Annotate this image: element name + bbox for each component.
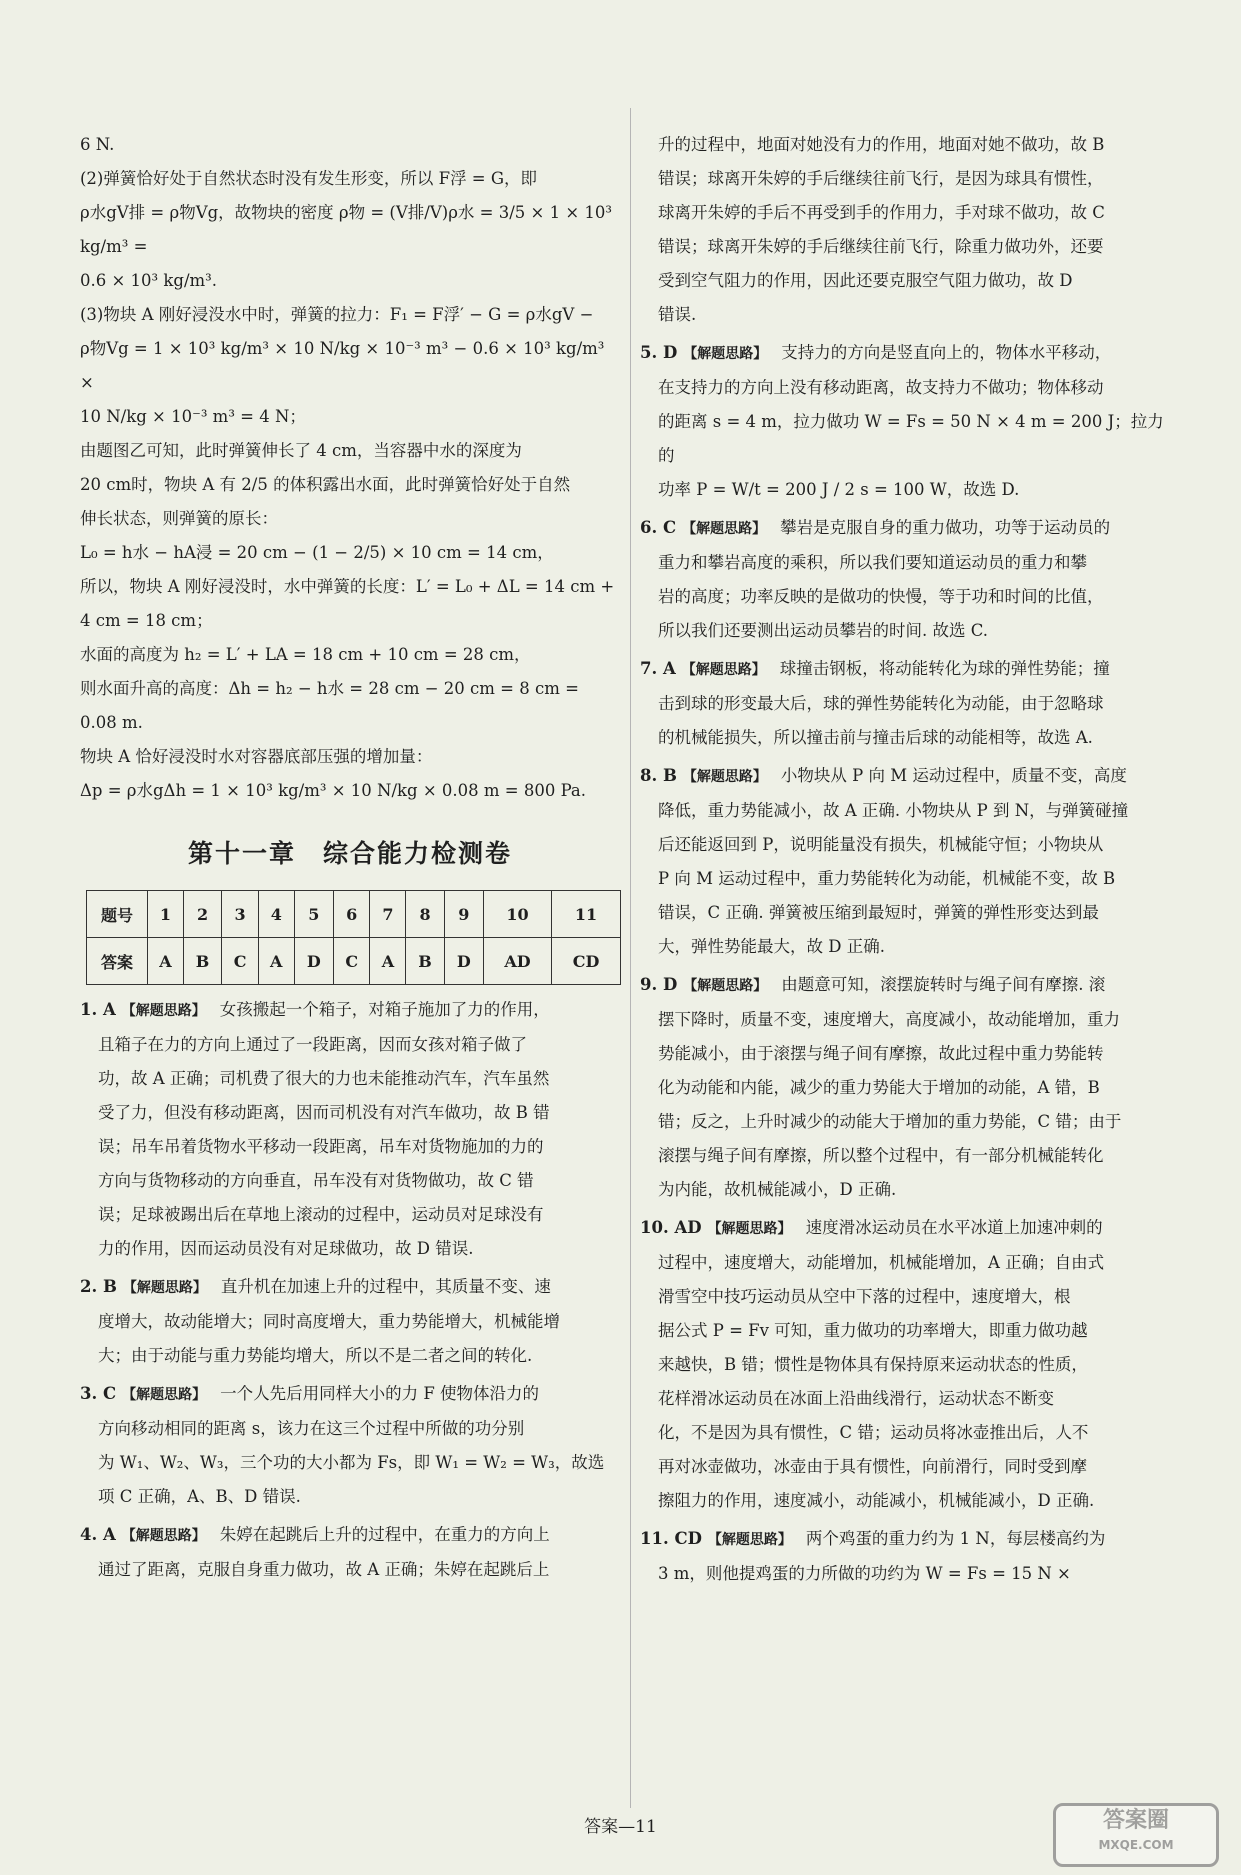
text-line: 为 W₁、W₂、W₃，三个功的大小都为 Fs，即 W₁ = W₂ = W₃，故选 xyxy=(98,1453,605,1472)
left-solutions xyxy=(80,993,620,1587)
table-cell: 9 xyxy=(444,891,483,938)
text-line: 项 C 正确，A、B、D 错误. xyxy=(98,1487,301,1506)
site-watermark-logo xyxy=(1053,1803,1219,1867)
table-cell: 11 xyxy=(552,891,621,938)
answer-table-row-numbers xyxy=(87,891,621,938)
solution-item xyxy=(80,1270,620,1373)
solution-text: 小物块从 P 向 M 运动过程中，质量不变，高度 xyxy=(780,766,1127,785)
text-line: 大；由于动能与重力势能均增大，所以不是二者之间的转化. xyxy=(98,1346,533,1365)
table-cell: 8 xyxy=(406,891,444,938)
question-answer-label: 11. CD xyxy=(640,1529,702,1548)
text-line: (3)物块 A 刚好浸没水中时，弹簧的拉力：F₁ = F浮′ − G = ρ水gV − xyxy=(80,305,594,324)
table-cell: 10 xyxy=(483,891,551,938)
column-divider xyxy=(630,108,631,1808)
watermark-url: MXQE.COM xyxy=(1098,1838,1174,1852)
question-answer-label: 5. D xyxy=(640,343,678,362)
text-line: 错误；球离开朱婷的手后继续往前飞行，是因为球具有惯性， xyxy=(658,169,1104,188)
text-line: 受到空气阻力的作用，因此还要克服空气阻力做功，故 D xyxy=(658,271,1073,290)
text-line: 为内能，故机械能减小，D 正确. xyxy=(658,1180,897,1199)
answer-table xyxy=(86,890,621,985)
right-solutions xyxy=(640,336,1165,1591)
right-column xyxy=(640,128,1165,1591)
text-line: P 向 M 运动过程中，重力势能转化为动能，机械能不变，故 B xyxy=(658,869,1116,888)
solution-tag: 【解题思路】 xyxy=(707,1532,792,1548)
text-line: 势能减小，由于滚摆与绳子间有摩擦，故此过程中重力势能转 xyxy=(658,1044,1104,1063)
table-cell: B xyxy=(183,938,221,985)
solution-first-line xyxy=(640,511,1165,546)
text-line: 功，故 A 正确；司机费了很大的力也未能推动汽车，汽车虽然 xyxy=(98,1069,550,1088)
solution-continuation xyxy=(80,128,620,808)
chapter-title: 第十一章 综合能力检测卷 xyxy=(187,839,512,868)
solution-text: 攀岩是克服自身的重力做功，功等于运动员的 xyxy=(780,518,1111,537)
solution-text: 速度滑冰运动员在水平冰道上加速冲刺的 xyxy=(805,1218,1103,1237)
solution-tag: 【解题思路】 xyxy=(122,1280,207,1296)
table-cell: AD xyxy=(483,938,551,985)
table-cell: 7 xyxy=(370,891,406,938)
row-head-answer: 答案 xyxy=(87,938,148,985)
text-line: 4 cm = 18 cm； xyxy=(80,611,213,630)
solution-text: 由题意可知，滚摆旋转时与绳子间有摩擦. 滚 xyxy=(781,975,1106,994)
text-line: 错误；球离开朱婷的手后继续往前飞行，除重力做功外，还要 xyxy=(658,237,1104,256)
table-cell: D xyxy=(294,938,333,985)
text-line: 所以，物块 A 刚好浸没时，水中弹簧的长度：L′ = L₀ + ΔL = 14 cm + xyxy=(80,577,615,596)
text-line: 方向移动相同的距离 s，该力在这三个过程中所做的功分别 xyxy=(98,1419,525,1438)
table-cell: D xyxy=(444,938,483,985)
solution-item xyxy=(640,968,1165,1207)
text-line: 通过了距离，克服自身重力做功，故 A 正确；朱婷在起跳后上 xyxy=(98,1560,550,1579)
solution-first-line xyxy=(640,968,1165,1003)
text-line: 击到球的形变最大后，球的弹性势能转化为动能，由于忽略球 xyxy=(658,694,1104,713)
table-cell: 4 xyxy=(258,891,294,938)
text-line: 且箱子在力的方向上通过了一段距离，因而女孩对箱子做了 xyxy=(98,1035,527,1054)
question-answer-label: 3. C xyxy=(80,1384,117,1403)
solution-item xyxy=(640,1211,1165,1518)
table-cell: C xyxy=(333,938,370,985)
solution-text: 一个人先后用同样大小的力 F 使物体沿力的 xyxy=(220,1384,540,1403)
text-line: 滚摆与绳子间有摩擦，所以整个过程中，有一部分机械能转化 xyxy=(658,1146,1104,1165)
text-line: Δp = ρ水gΔh = 1 × 10³ kg/m³ × 10 N/kg × 0.08 m = 800 Pa. xyxy=(80,781,587,800)
question-answer-label: 7. A xyxy=(640,659,676,678)
text-line: 0.6 × 10³ kg/m³. xyxy=(80,271,218,290)
solution-item xyxy=(80,1518,620,1587)
text-line: 擦阻力的作用，速度减小，动能减小，机械能减小，D 正确. xyxy=(658,1491,1095,1510)
solution-tag: 【解题思路】 xyxy=(681,662,766,678)
text-line: 方向与货物移动的方向垂直，吊车没有对货物做功，故 C 错 xyxy=(98,1171,534,1190)
text-line: 20 cm时，物块 A 有 2/5 的体积露出水面，此时弹簧恰好处于自然 xyxy=(80,475,571,494)
solution-tag: 【解题思路】 xyxy=(707,1221,792,1237)
text-line: 度增大，故动能增大；同时高度增大，重力势能增大，机械能增 xyxy=(98,1312,560,1331)
solution-text: 支持力的方向是竖直向上的，物体水平移动， xyxy=(781,343,1112,362)
solution-text: 球撞击钢板，将动能转化为球的弹性势能；撞 xyxy=(779,659,1110,678)
solution-text: 朱婷在起跳后上升的过程中，在重力的方向上 xyxy=(219,1525,550,1544)
text-line: 大，弹性势能最大，故 D 正确. xyxy=(658,937,885,956)
solution-item xyxy=(80,993,620,1266)
text-line: 球离开朱婷的手后不再受到手的作用力，手对球不做功，故 C xyxy=(658,203,1105,222)
table-cell: B xyxy=(406,938,444,985)
solution-first-line xyxy=(80,1377,620,1412)
text-line: 由题图乙可知，此时弹簧伸长了 4 cm，当容器中水的深度为 xyxy=(80,441,522,460)
text-line: 重力和攀岩高度的乘积，所以我们要知道运动员的重力和攀 xyxy=(658,553,1087,572)
text-line: 岩的高度；功率反映的是做功的快慢，等于功和时间的比值， xyxy=(658,587,1104,606)
text-line: 误；足球被踢出后在草地上滚动的过程中，运动员对足球没有 xyxy=(98,1205,544,1224)
question-answer-label: 2. B xyxy=(80,1277,117,1296)
text-line: 化，不是因为具有惯性，C 错；运动员将冰壶推出后，人不 xyxy=(658,1423,1089,1442)
table-cell: 2 xyxy=(183,891,221,938)
text-line: 错误，C 正确. 弹簧被压缩到最短时，弹簧的弹性形变达到最 xyxy=(658,903,1099,922)
solution-text: 直升机在加速上升的过程中，其质量不变、速 xyxy=(220,1277,551,1296)
left-column xyxy=(80,128,620,1587)
solution-first-line xyxy=(640,759,1165,794)
text-line: ρ物Vg = 1 × 10³ kg/m³ × 10 N/kg × 10⁻³ m³ − 0.6 × 10³ kg/m³ × xyxy=(80,339,610,392)
text-line: 花样滑冰运动员在冰面上沿曲线滑行，运动状态不断变 xyxy=(658,1389,1054,1408)
text-line: 伸长状态，则弹簧的原长： xyxy=(80,509,278,528)
question-answer-label: 6. C xyxy=(640,518,677,537)
text-line: 功率 P = W/t = 200 J / 2 s = 100 W，故选 D. xyxy=(658,480,1020,499)
text-line: 所以我们还要测出运动员攀岩的时间. 故选 C. xyxy=(658,621,989,640)
text-line: 错；反之，上升时减少的动能大于增加的重力势能，C 错；由于 xyxy=(658,1112,1122,1131)
page-footer: 答案—11 xyxy=(584,1817,657,1837)
text-line: 误；吊车吊着货物水平移动一段距离，吊车对货物施加的力的 xyxy=(98,1137,544,1156)
text-line: ρ水gV排 = ρ物Vg，故物块的密度 ρ物 = (V排/V)ρ水 = 3/5 × 1 × 10³ kg/m³ = xyxy=(80,203,618,256)
text-line: 3 m，则他提鸡蛋的力所做的功约为 W = Fs = 15 N × xyxy=(658,1564,1071,1583)
table-cell: C xyxy=(222,938,259,985)
solution-tag: 【解题思路】 xyxy=(682,769,767,785)
text-line: 物块 A 恰好浸没时水对容器底部压强的增加量： xyxy=(80,747,433,766)
question-answer-label: 9. D xyxy=(640,975,678,994)
solution-tag: 【解题思路】 xyxy=(683,346,768,362)
solution-item xyxy=(80,1377,620,1514)
question-answer-label: 8. B xyxy=(640,766,677,785)
text-line: 化为动能和内能，减少的重力势能大于增加的动能，A 错，B xyxy=(658,1078,1100,1097)
question-answer-label: 1. A xyxy=(80,1000,116,1019)
text-line: 再对冰壶做功，冰壶由于具有惯性，向前滑行，同时受到摩 xyxy=(658,1457,1087,1476)
table-cell: 1 xyxy=(148,891,184,938)
text-line: 则水面升高的高度：Δh = h₂ − h水 = 28 cm − 20 cm = 8 cm = 0.08 m. xyxy=(80,679,585,732)
text-line: 降低，重力势能减小，故 A 正确. 小物块从 P 到 N，与弹簧碰撞 xyxy=(658,801,1129,820)
text-line: 升的过程中，地面对她没有力的作用，地面对她不做功，故 B xyxy=(658,135,1105,154)
answer-table-row-answers xyxy=(87,938,621,985)
solution-first-line xyxy=(640,336,1165,371)
row-head-number: 题号 xyxy=(87,891,148,938)
table-cell: A xyxy=(258,938,294,985)
solution-tag: 【解题思路】 xyxy=(122,1387,207,1403)
solution-first-line xyxy=(80,993,620,1028)
solution-4-continuation xyxy=(640,128,1165,332)
solution-text: 两个鸡蛋的重力约为 1 N，每层楼高约为 xyxy=(805,1529,1106,1548)
question-answer-label: 10. AD xyxy=(640,1218,702,1237)
watermark-text: 答案圈 xyxy=(1102,1808,1169,1833)
table-cell: 5 xyxy=(294,891,333,938)
text-line: 摆下降时，质量不变，速度增大，高度减小，故动能增加，重力 xyxy=(658,1010,1120,1029)
text-line: 滑雪空中技巧运动员从空中下落的过程中，速度增大，根 xyxy=(658,1287,1071,1306)
text-line: 10 N/kg × 10⁻³ m³ = 4 N； xyxy=(80,407,306,426)
table-cell: A xyxy=(370,938,406,985)
text-line: 错误. xyxy=(658,305,697,324)
solution-first-line xyxy=(640,1522,1165,1557)
text-line: 受了力，但没有移动距离，因而司机没有对汽车做功，故 B 错 xyxy=(98,1103,550,1122)
solution-tag: 【解题思路】 xyxy=(683,978,768,994)
solution-item xyxy=(640,1522,1165,1591)
solution-first-line xyxy=(80,1518,620,1553)
solution-item xyxy=(640,511,1165,648)
text-line: L₀ = h水 − hA浸 = 20 cm − (1 − 2/5) × 10 cm = 14 cm， xyxy=(80,543,554,562)
solution-tag: 【解题思路】 xyxy=(121,1528,206,1544)
text-line: 来越快，B 错；惯性是物体具有保持原来运动状态的性质， xyxy=(658,1355,1088,1374)
solution-tag: 【解题思路】 xyxy=(121,1003,206,1019)
text-line: 力的作用，因而运动员没有对足球做功，故 D 错误. xyxy=(98,1239,474,1258)
text-line: 水面的高度为 h₂ = L′ + LA = 18 cm + 10 cm = 28 cm， xyxy=(80,645,531,664)
text-line: 6 N. xyxy=(80,135,115,154)
table-cell: CD xyxy=(552,938,621,985)
text-line: 据公式 P = Fv 可知，重力做功的功率增大，即重力做功越 xyxy=(658,1321,1088,1340)
table-cell: A xyxy=(148,938,184,985)
solution-text: 女孩搬起一个箱子，对箱子施加了力的作用， xyxy=(219,1000,550,1019)
text-line: 在支持力的方向上没有移动距离，故支持力不做功；物体移动 xyxy=(658,378,1104,397)
solution-item xyxy=(640,652,1165,755)
text-line: 的距离 s = 4 m，拉力做功 W = Fs = 50 N × 4 m = 200 J；拉力的 xyxy=(658,412,1164,465)
text-line: 的机械能损失，所以撞击前与撞击后球的动能相等，故选 A. xyxy=(658,728,1093,747)
solution-first-line xyxy=(640,1211,1165,1246)
solution-tag: 【解题思路】 xyxy=(682,521,767,537)
table-cell: 6 xyxy=(333,891,370,938)
table-cell: 3 xyxy=(222,891,259,938)
text-line: 后还能返回到 P，说明能量没有损失，机械能守恒；小物块从 xyxy=(658,835,1104,854)
text-line: 过程中，速度增大，动能增加，机械能增加，A 正确；自由式 xyxy=(658,1253,1105,1272)
solution-item xyxy=(640,759,1165,964)
solution-item xyxy=(640,336,1165,507)
question-answer-label: 4. A xyxy=(80,1525,116,1544)
solution-first-line xyxy=(640,652,1165,687)
solution-first-line xyxy=(80,1270,620,1305)
text-line: (2)弹簧恰好处于自然状态时没有发生形变，所以 F浮 = G，即 xyxy=(80,169,538,188)
